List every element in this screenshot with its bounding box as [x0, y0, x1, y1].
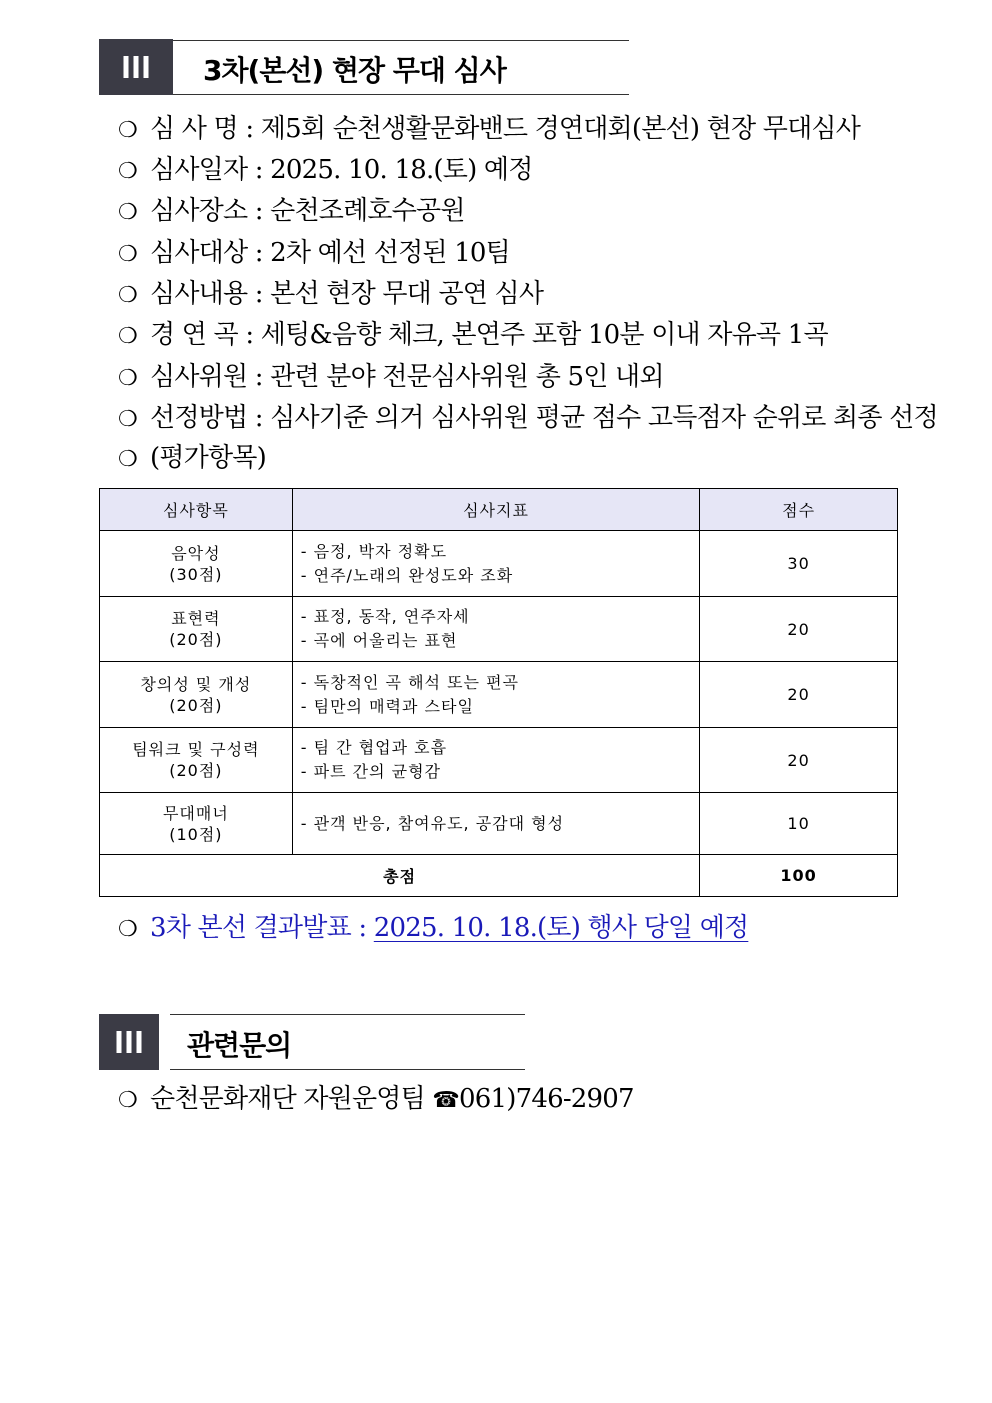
divider: [170, 1014, 525, 1015]
divider: [173, 40, 629, 41]
info-item-place: ❍ 심사장소 : 순천조례호수공원: [118, 195, 465, 229]
table-cell-item: 무대매너 (10점): [100, 793, 293, 855]
contact-info: [118, 1083, 634, 1117]
section-header-1: [99, 39, 629, 95]
table-cell-item: 음악성 (30점): [100, 531, 293, 597]
column-header: 심사지표: [292, 489, 699, 531]
bullet-icon: ❍: [118, 917, 137, 942]
table-cell-item: 표현력 (20점): [100, 597, 293, 662]
table-cell-score: 30: [700, 531, 898, 597]
table-cell-criteria: - 음정, 박자 정확도 - 연주/노래의 완성도와 조화: [292, 531, 699, 597]
bullet-icon: ❍: [118, 324, 137, 349]
section-header-2: [99, 1014, 525, 1070]
total-label: 총점: [100, 855, 700, 897]
table-cell-criteria: - 표정, 동작, 연주자세 - 곡에 어울리는 표현: [292, 597, 699, 662]
bullet-icon: ❍: [118, 200, 137, 225]
bullet-icon: ❍: [118, 447, 137, 472]
evaluation-table: [99, 488, 898, 897]
table-cell-item: 팀워크 및 구성력 (20점): [100, 728, 293, 793]
section-title: 관련문의: [187, 1029, 292, 1062]
table-cell-item: 창의성 및 개성 (20점): [100, 662, 293, 728]
table-row: [100, 793, 898, 855]
info-item-name: ❍ 심 사 명 : 제5회 순천생활문화밴드 경연대회(본선) 현장 무대심사: [118, 113, 860, 147]
table-total-row: [100, 855, 898, 897]
phone-icon: ☎: [432, 1088, 460, 1113]
bullet-icon: ❍: [118, 1088, 137, 1113]
table-cell-criteria: - 독창적인 곡 해석 또는 편곡 - 팀만의 매력과 스타일: [292, 662, 699, 728]
bullet-icon: ❍: [118, 283, 137, 308]
table-cell-score: 20: [700, 728, 898, 793]
divider: [170, 1069, 525, 1070]
bullet-icon: ❍: [118, 118, 137, 143]
column-header: 점수: [700, 489, 898, 531]
section-title: 3차(본선) 현장 무대 심사: [203, 54, 506, 87]
bullet-icon: ❍: [118, 366, 137, 391]
section-marker-icon: [99, 1014, 159, 1070]
table-row: [100, 597, 898, 662]
contact-phone: 061)746-2907: [459, 1084, 634, 1114]
info-item-method: ❍ 선정방법 : 심사기준 의거 심사위원 평균 점수 고득점자 순위로 최종 선정: [118, 402, 938, 436]
table-cell-criteria: - 팀 간 협업과 호흡 - 파트 간의 균형감: [292, 728, 699, 793]
table-header-row: [100, 489, 898, 531]
divider: [173, 94, 629, 95]
contact-org: 순천문화재단 자원운영팀: [150, 1084, 425, 1114]
table-cell-criteria: - 관객 반응, 참여유도, 공감대 형성: [292, 793, 699, 855]
table-cell-score: 10: [700, 793, 898, 855]
bullet-icon: ❍: [118, 159, 137, 184]
bullet-icon: ❍: [118, 242, 137, 267]
section-marker-icon: [99, 39, 173, 95]
info-item-judges: ❍ 심사위원 : 관련 분야 전문심사위원 총 5인 내외: [118, 361, 664, 395]
table-row: [100, 728, 898, 793]
info-item-content: ❍ 심사내용 : 본선 현장 무대 공연 심사: [118, 278, 543, 312]
result-announcement: [118, 912, 748, 946]
table-cell-score: 20: [700, 662, 898, 728]
eval-heading: ❍ (평가항목): [118, 442, 266, 476]
table-row: [100, 662, 898, 728]
result-date: 2025. 10. 18.(토) 행사 당일 예정: [373, 913, 749, 943]
info-item-date: ❍ 심사일자 : 2025. 10. 18.(토) 예정: [118, 154, 533, 188]
result-label: 3차 본선 결과발표 :: [150, 913, 367, 943]
info-item-song: ❍ 경 연 곡 : 세팅&음향 체크, 본연주 포함 10분 이내 자유곡 1곡: [118, 319, 828, 353]
table-row: [100, 531, 898, 597]
bullet-icon: ❍: [118, 407, 137, 432]
info-item-target: ❍ 심사대상 : 2차 예선 선정된 10팀: [118, 237, 510, 271]
total-value: 100: [700, 855, 898, 897]
table-cell-score: 20: [700, 597, 898, 662]
column-header: 심사항목: [100, 489, 293, 531]
